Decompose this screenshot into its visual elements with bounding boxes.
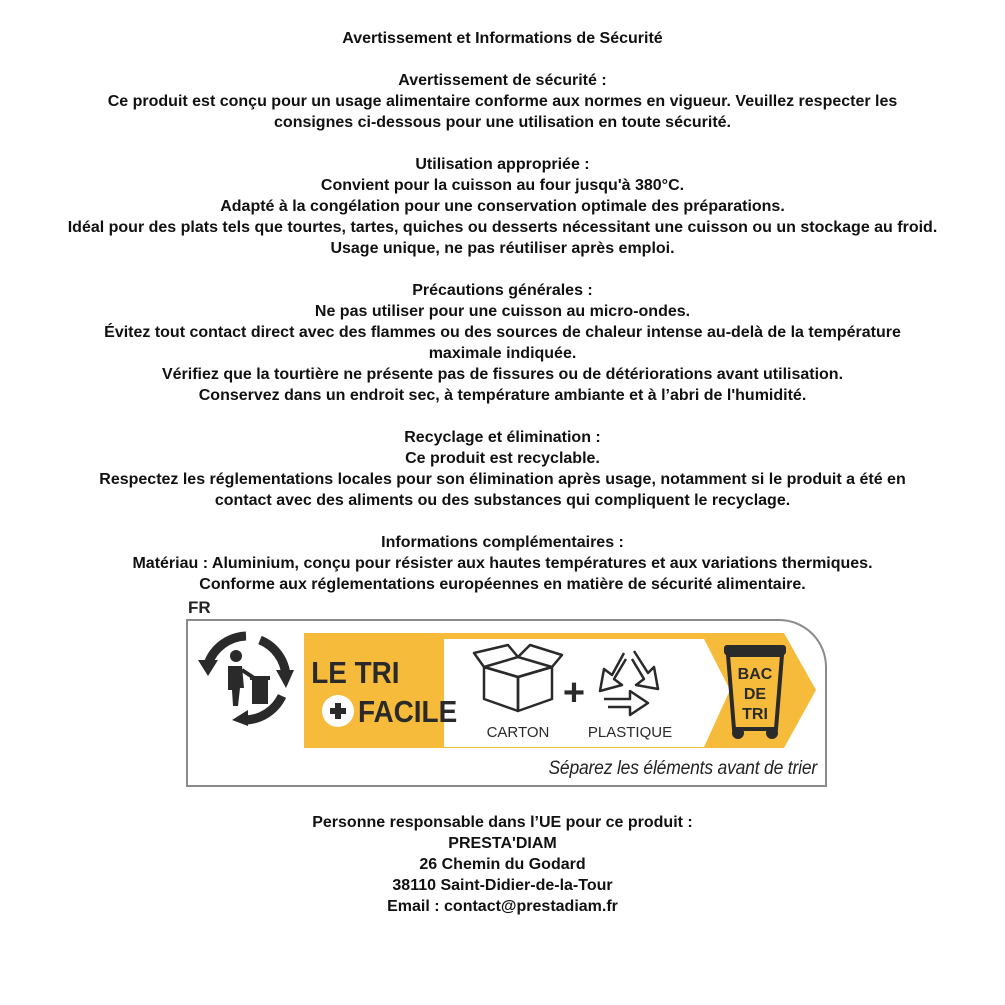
info-item: Matériau : Aluminium, conçu pour résister aux hautes températures et aux variations thermiques. xyxy=(132,555,873,572)
precaution-item: maximale indiquée. xyxy=(428,345,577,362)
logo-tagline: Séparez les éléments avant de trier xyxy=(548,758,817,779)
country-code: FR xyxy=(188,598,211,617)
precaution-item: Conservez dans un endroit sec, à température ambiante et à l’abri de l'humidité. xyxy=(198,387,807,404)
company-email: Email : contact@prestadiam.fr xyxy=(387,898,618,915)
logo-line-1: LE TRI xyxy=(311,655,400,691)
bin-label-line-2: DE xyxy=(743,686,767,703)
responsible-heading: Personne responsable dans l’UE pour ce produit : xyxy=(312,814,693,831)
info-heading: Informations complémentaires : xyxy=(381,534,624,551)
company-name: PRESTA'DIAM xyxy=(448,835,557,852)
safety-document xyxy=(0,28,1005,595)
usage-heading: Utilisation appropriée : xyxy=(415,156,590,173)
recycling-item: contact avec des aliments ou des substances qui compliquent le recyclage. xyxy=(214,492,791,509)
info-tri-band xyxy=(304,633,816,748)
bin-label-line-1: BAC xyxy=(737,666,773,683)
plus-sign: + xyxy=(562,672,586,714)
sorting-logo xyxy=(186,598,831,792)
triman-icon xyxy=(198,630,294,726)
usage-item: Convient pour la cuisson au four jusqu'à 380°C. xyxy=(320,177,685,194)
precaution-item: Ne pas utiliser pour une cuisson au micro-ondes. xyxy=(314,303,691,320)
precautions-heading: Précautions générales : xyxy=(412,282,593,299)
recycling-item: Respectez les réglementations locales pour son élimination après usage, notamment si le produit a été en xyxy=(99,471,906,488)
precaution-item: Vérifiez que la tourtière ne présente pas de fissures ou de détériorations avant utilisation. xyxy=(161,366,844,383)
document-title: Avertissement et Informations de Sécurité xyxy=(342,30,663,47)
usage-item: Idéal pour des plats tels que tourtes, tartes, quiches ou desserts nécessitant une cuisson ou un stockage au froid. xyxy=(67,219,938,236)
recycling-item: Ce produit est recyclable. xyxy=(405,450,600,467)
item-label-carton: CARTON xyxy=(486,724,550,741)
safety-text-line: Ce produit est conçu pour un usage alimentaire conforme aux normes en vigueur. Veuillez respecter les xyxy=(107,93,898,110)
usage-item: Usage unique, ne pas réutiliser après emploi. xyxy=(330,240,675,257)
usage-item: Adapté à la congélation pour une conservation optimale des préparations. xyxy=(220,198,785,215)
precaution-item: Évitez tout contact direct avec des flammes ou des sources de chaleur intense au-delà de la température xyxy=(104,324,901,341)
company-street: 26 Chemin du Godard xyxy=(419,856,586,873)
logo-line-2: FACILE xyxy=(358,694,458,730)
safety-text-line: consignes ci-dessous pour une utilisation en toute sécurité. xyxy=(274,114,731,131)
safety-heading: Avertissement de sécurité : xyxy=(398,72,607,89)
info-item: Conforme aux réglementations européennes en matière de sécurité alimentaire. xyxy=(199,576,806,593)
recycling-heading: Recyclage et élimination : xyxy=(404,429,601,446)
company-city: 38110 Saint-Didier-de-la-Tour xyxy=(392,877,613,894)
responsible-person xyxy=(0,812,1005,917)
bin-label-line-3: TRI xyxy=(742,706,768,723)
item-label-plastique: PLASTIQUE xyxy=(587,724,673,741)
